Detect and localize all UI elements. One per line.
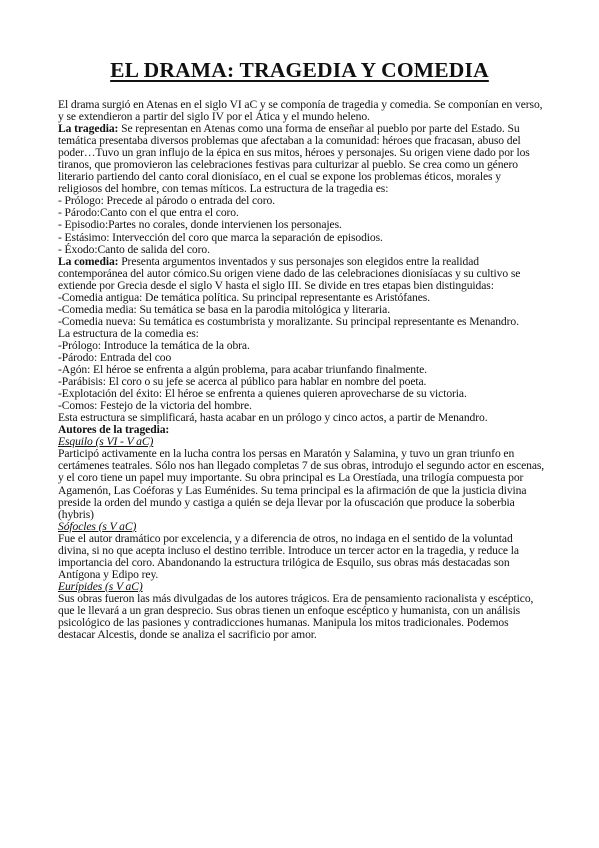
comedia-structure-intro: La estructura de la comedia es: <box>58 326 199 340</box>
tragedia-part: - Prólogo: Precede al párodo o entrada del coro. <box>58 194 276 208</box>
comedia-part: -Agón: El héroe se enfrenta a algún problema, para acabar triunfando finalmente. <box>58 363 427 377</box>
comedia-closing: Esta estructura se simplificará, hasta acabar en un prólogo y cinco actos, a partir de Menandro. <box>58 411 488 425</box>
autor-text-esquilo: Participó activamente en la lucha contra los persas en Maratón y Salamina, y tuvo un gran triunfo en certámenes teatrales. Sólo nos han llegado completas 7 de sus obras, introdujo el segundo actor en escenas, y el coro tiene un papel muy importante. Su obra principal es La Orestíada, una trilogía compuesta por Agamenón, Las Coéforas y Las Euménides. Su tema principal es la afirmación de que la justicia divina preside la orden del mundo y castiga a quién se deja llevar por la ofuscación que produce la soberbia (hybris) <box>58 447 545 521</box>
autor-text-euripides: Sus obras fueron las más divulgadas de los autores trágicos. Era de pensamiento racionalista y escéptico, que le llevará a un gran desprecio. Sus obras tienen un enfoque escéptico y humanista, con un análisis psicológico de las pasiones y contradicciones humanas. Manipula los mitos tradicionales. Podemos destacar Alcestis, donde se analiza el sacrificio por amor. <box>58 591 534 642</box>
autor-name-euripides: Eurípides (s V aC) <box>58 579 143 593</box>
tragedia-paragraph <box>58 123 546 195</box>
comedia-text: Presenta argumentos inventados y sus personajes son elegidos entre la realidad contemporánea del autor cómico.Su origen viene dado de las celebraciones dionisíacas y su cultivo se extiende por Grecia desde el siglo V hasta el siglo III. Se divide en tres etapas bien distinguidas: <box>58 254 521 292</box>
comedia-paragraph <box>58 256 546 292</box>
comedia-part: -Prólogo: Introduce la temática de la obra. <box>58 338 250 352</box>
intro-paragraph: El drama surgió en Atenas en el siglo VI aC y se componía de tragedia y comedia. Se componían en verso, y se extendieron a partir del siglo IV por el Ática y el mundo heleno. <box>58 98 543 124</box>
comedia-stage: -Comedia antigua: De temática política. Su principal representante es Aristófanes. <box>58 290 431 304</box>
comedia-part: -Explotación del éxito: El héroe se enfrenta a quienes quieren aprovecharse de su victoria. <box>58 387 467 401</box>
autor-name-sofocles: Sófocles (s V aC) <box>58 519 137 533</box>
tragedia-part: - Episodio:Partes no corales, donde intervienen los personajes. <box>58 218 342 232</box>
comedia-label: La comedia: <box>58 254 119 268</box>
comedia-part: -Parábisis: El coro o su jefe se acerca al público para hablar en nombre del poeta. <box>58 375 427 389</box>
tragedia-text: Se representan en Atenas como una forma de enseñar al pueblo por parte del Estado. Su temática presentaba diversos problemas que afectaban a la comunidad: héroes que fracasan, abuso del poder…Tuvo un gran influjo de la épica en sus mitos, héroes y personajes. Su origen viene dado por los tiranos, que promovieron las celebraciones festivas para culturizar al pueblo. Se crea como un género literario partiendo del canto coral dionisíaco, en el cual se expone los problemas éticos, morales y religiosos del hombre, con temas míticos. La estructura de la tragedia es: <box>58 122 530 196</box>
comedia-part: -Párodo: Entrada del coo <box>58 350 172 364</box>
tragedia-label: La tragedia: <box>58 122 119 136</box>
autor-name-esquilo: Esquilo (s VI - V aC) <box>58 435 154 449</box>
comedia-stage: -Comedia media: Su temática se basa en la parodia mitológica y literaria. <box>58 302 391 316</box>
tragedia-part: - Párodo:Canto con el que entra el coro. <box>58 206 239 220</box>
comedia-stage: -Comedia nueva: Su temática es costumbrista y moralizante. Su principal representante es Menandro. <box>58 314 519 328</box>
comedia-part: -Comos: Festejo de la victoria del hombre. <box>58 399 252 413</box>
autor-text-sofocles: Fue el autor dramático por excelencia, y a diferencia de otros, no indaga en el sentido de la voluntad divina, si no que acepta incluso el destino terrible. Introduce un tercer actor en la tragedia, y reduce la importancia del coro. Abandonando la estructura trilógica de Esquilo, sus obras más destacadas son Antígona y Edipo rey. <box>58 531 519 581</box>
autores-heading: Autores de la tragedia: <box>58 423 170 437</box>
page-title: EL DRAMA: TRAGEDIA Y COMEDIA <box>110 58 489 82</box>
tragedia-part: - Éxodo:Canto de salida del coro. <box>58 242 210 256</box>
document-body <box>58 99 546 641</box>
tragedia-part: - Estásimo: Intervección del coro que marca la separación de episodios. <box>58 230 383 244</box>
